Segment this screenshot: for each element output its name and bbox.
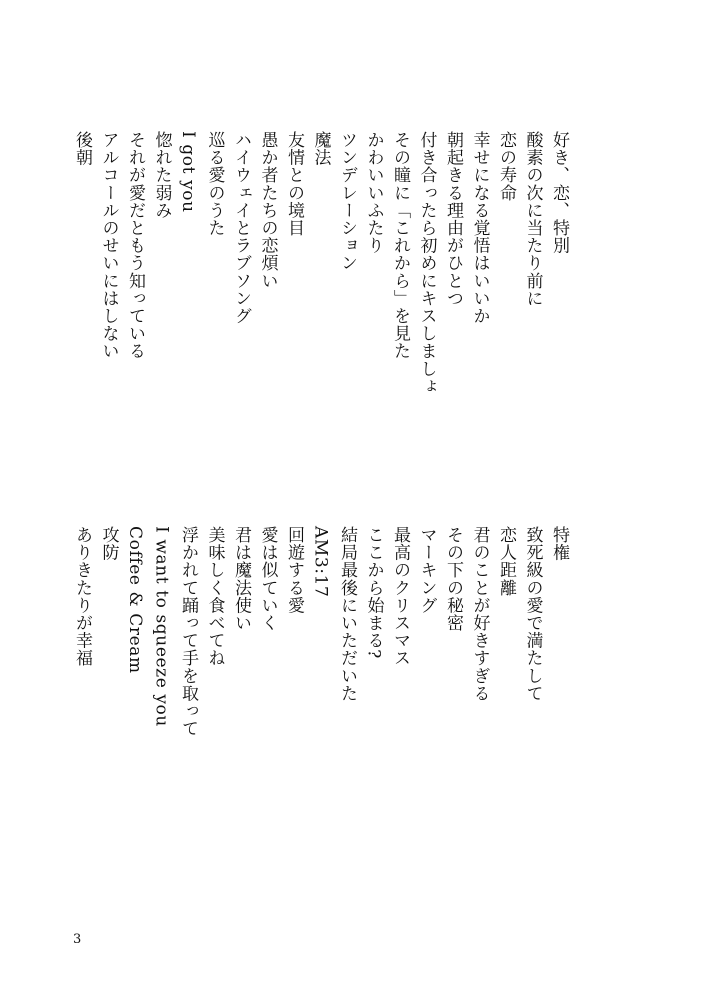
title-line: 愛は似ていく [257, 526, 278, 632]
title-line: 美味しく食べてね [204, 526, 225, 667]
title-line: 君のことが好きすぎる [469, 526, 490, 702]
title-line: 友情との境目 [284, 131, 304, 237]
title-line: AM3:17 [310, 526, 331, 598]
title-line: 回遊する愛 [284, 526, 304, 614]
title-line: ハイウェイとラブソング [231, 131, 251, 325]
title-line: マーキング [416, 526, 437, 614]
title-line: 恋人距離 [496, 526, 516, 597]
title-line: その瞳に「これから」を見た [390, 131, 410, 360]
title-line: 特権 [549, 526, 569, 562]
title-line: 恋の寿命 [496, 131, 516, 202]
title-line: 幸せになる覚悟はいいか [469, 131, 490, 325]
title-line: それが愛だともう知っている [125, 131, 145, 360]
title-line: I want to squeeze you [151, 526, 172, 727]
title-line: 後朝 [72, 131, 92, 167]
bottom-title-list [72, 526, 572, 906]
title-line: 結局最後にいただいた [337, 526, 357, 702]
title-line: ここから始まる? [363, 526, 384, 659]
title-line: かわいいふたり [363, 131, 384, 255]
title-line: I got you [178, 131, 198, 213]
title-line: 酸素の次に当たり前に [522, 131, 543, 307]
title-line: 魔法 [310, 131, 331, 167]
title-line: 好き、恋、特別 [549, 131, 569, 255]
title-line: 攻防 [98, 526, 119, 562]
title-line: 巡る愛のうた [204, 131, 225, 237]
title-line: 愚か者たちの恋煩い [257, 131, 278, 290]
title-line: 惚れた弱み [151, 131, 172, 219]
title-line: ありきたりが幸福 [72, 526, 92, 667]
title-line: 浮かれて踊って手を取って [178, 526, 198, 738]
title-line: 付き合ったら初めにキスしましょ [416, 131, 437, 395]
title-line: 君は魔法使い [231, 526, 251, 632]
title-line: アルコールのせいにはしない [98, 131, 119, 360]
top-title-list [72, 131, 572, 511]
title-line: 最高のクリスマス [390, 526, 410, 667]
title-line: ツンデレーション [337, 131, 357, 272]
title-line: Coffee & Cream [125, 526, 145, 674]
title-line: 致死級の愛で満たして [522, 526, 543, 702]
title-line: その下の秘密 [443, 526, 463, 632]
page-number: 3 [73, 932, 82, 947]
title-line: 朝起きる理由がひとつ [443, 131, 463, 307]
